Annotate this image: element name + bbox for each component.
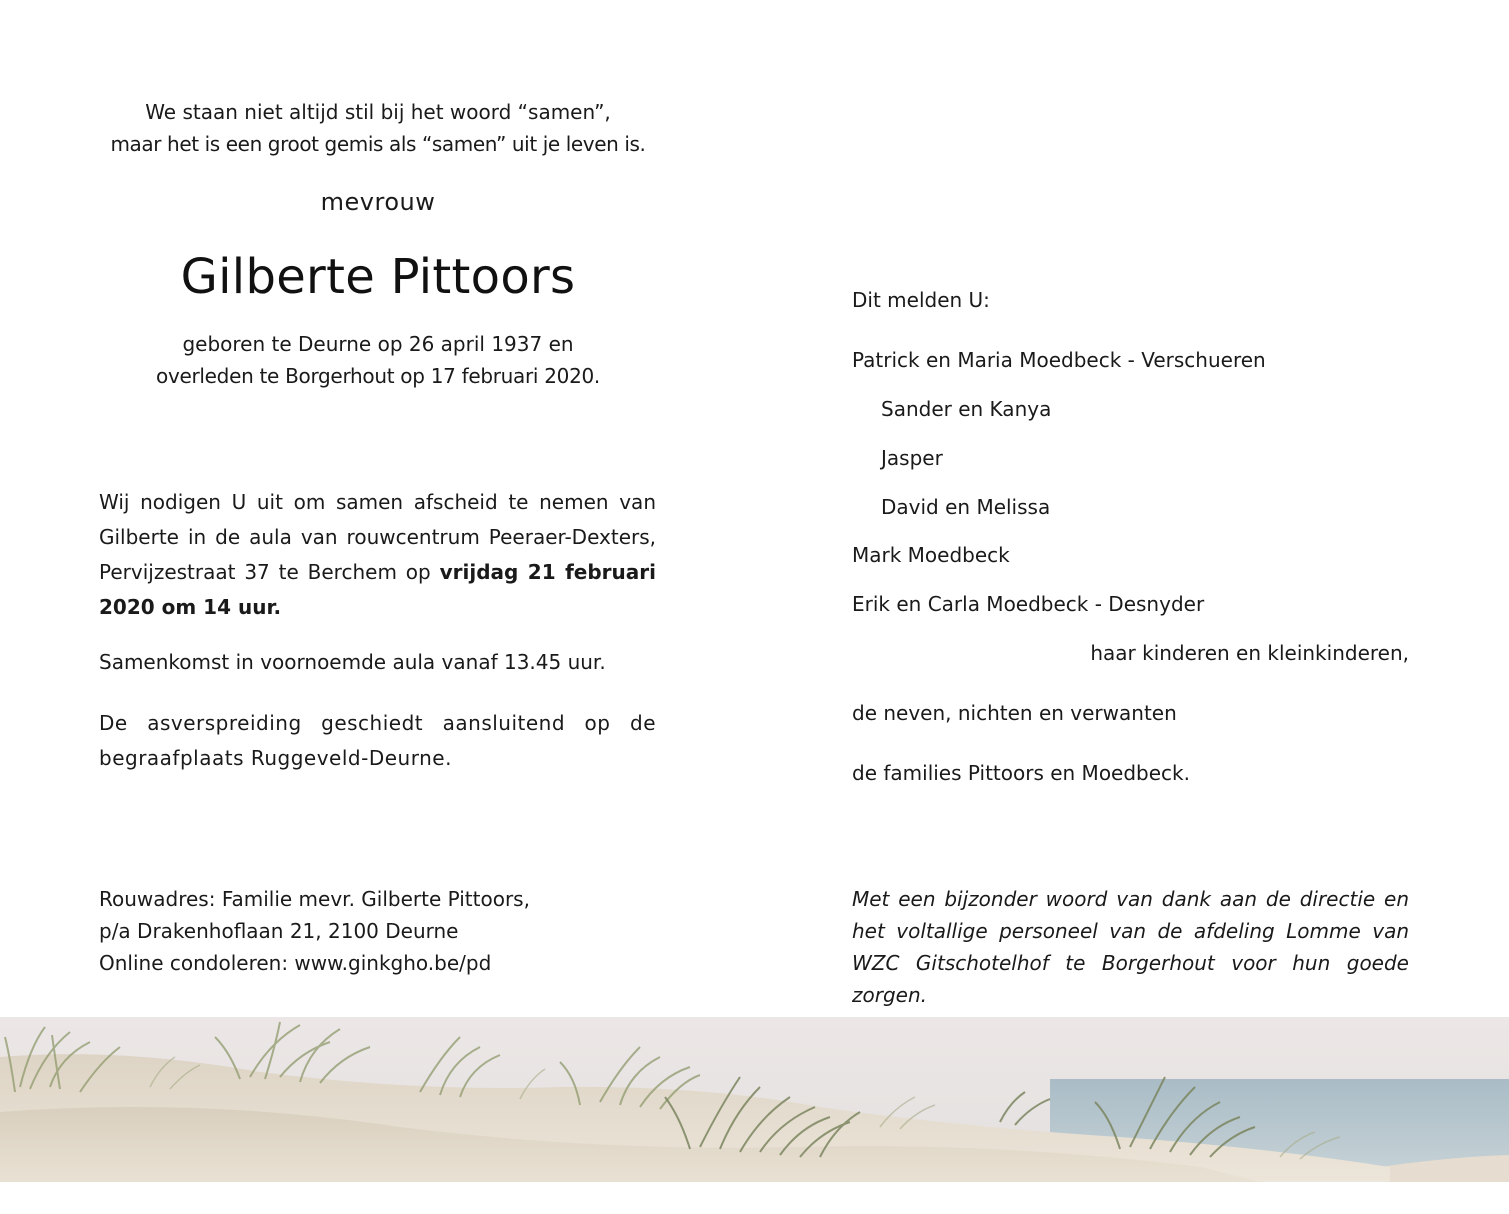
opening-quote bbox=[78, 96, 678, 160]
thanks-paragraph: Met een bijzonder woord van dank aan de directie en het voltallige personeel van de afdeling Lomme van WZC Gitschotelhof te Borgerhout voor hun goede zorgen. bbox=[852, 887, 1409, 1007]
families-line: de families Pittoors en Moedbeck. bbox=[852, 761, 1190, 785]
death-line: overleden te Borgerhout op 17 februari 2020. bbox=[156, 364, 600, 388]
title-mevrouw: mevrouw bbox=[320, 188, 436, 216]
life-dates bbox=[78, 328, 678, 392]
address-line-1: Rouwadres: Familie mevr. Gilberte Pittoors, bbox=[99, 887, 530, 911]
address-line-2: p/a Drakenhoflaan 21, 2100 Deurne bbox=[99, 919, 459, 943]
dune-beach-banner bbox=[0, 1017, 1509, 1182]
relatives-line: de neven, nichten en verwanten bbox=[852, 701, 1177, 725]
family-erik-carla: Erik en Carla Moedbeck - Desnyder bbox=[852, 592, 1205, 616]
birth-line: geboren te Deurne op 26 april 1937 en bbox=[182, 332, 574, 356]
family-mark: Mark Moedbeck bbox=[852, 543, 1010, 567]
invitation-paragraph bbox=[99, 485, 656, 625]
relation-line: haar kinderen en kleinkinderen, bbox=[1090, 641, 1409, 665]
deceased-name: Gilberte Pittoors bbox=[180, 249, 576, 305]
invitation-text: Wij nodigen U uit om samen afscheid te nemen van Gilberte in de aula van rouwcentrum Peeraer-Dexters, Pervijzestraat 37 te Berchem op bbox=[99, 490, 656, 584]
family-patrick-maria: Patrick en Maria Moedbeck - Verschueren bbox=[852, 348, 1266, 372]
quote-line-1: We staan niet altijd stil bij het woord “samen”, bbox=[145, 100, 611, 124]
grandchild-sander-kanya: Sander en Kanya bbox=[881, 397, 1052, 421]
grandchild-jasper: Jasper bbox=[881, 446, 943, 470]
announcement-intro: Dit melden U: bbox=[852, 288, 990, 312]
address-line-3: Online condoleren: www.ginkgho.be/pd bbox=[99, 951, 492, 975]
quote-line-2: maar het is een groot gemis als “samen” uit je leven is. bbox=[110, 132, 646, 156]
ceremony-datetime: vrijdag 21 februari 2020 om 14 uur. bbox=[99, 560, 657, 619]
dune-landscape-image bbox=[0, 1017, 1509, 1182]
grandchild-david-melissa: David en Melissa bbox=[881, 495, 1051, 519]
mourning-address bbox=[99, 883, 530, 979]
scattering-paragraph: De asverspreiding geschiedt aansluitend op de begraafplaats Ruggeveld-Deurne. bbox=[99, 711, 656, 770]
gathering-paragraph: Samenkomst in voornoemde aula vanaf 13.45 uur. bbox=[99, 650, 606, 674]
